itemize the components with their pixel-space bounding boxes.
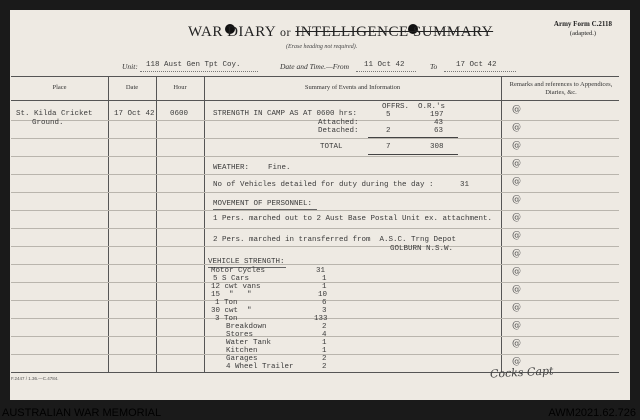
vehicles-detailed-value: 31 xyxy=(460,181,470,189)
check-mark: @ xyxy=(512,231,521,241)
army-form-label: Army Form C.2118 xyxy=(553,20,613,28)
movement-entry-2-place: GOLBURN N.S.W. xyxy=(390,245,454,253)
attached-ors: 43 xyxy=(434,119,444,127)
strength-ors: 197 xyxy=(430,111,444,119)
vehicle-name: Motor Cycles xyxy=(211,267,266,275)
vehicle-name: 5 S Cars xyxy=(213,275,250,283)
check-mark: @ xyxy=(512,105,521,115)
title-main: WAR DIARY xyxy=(188,24,276,40)
unit-value: 118 Aust Gen Tpt Coy. xyxy=(146,61,241,69)
vehicle-name: Stores xyxy=(226,331,254,339)
check-mark: @ xyxy=(512,321,521,331)
detached-label: Detached: xyxy=(318,127,359,135)
vehicle-count: 1 xyxy=(322,347,327,355)
row-rule xyxy=(11,354,619,355)
adapted-label: (adapted.) xyxy=(569,30,597,37)
col-header-summary: Summary of Events and Information xyxy=(304,84,401,91)
vehicle-name: 1 Ton xyxy=(215,299,238,307)
vehicle-strength-heading: VEHICLE STRENGTH: xyxy=(208,258,285,266)
vehicle-name: Kitchen xyxy=(226,347,258,355)
check-mark: @ xyxy=(512,303,521,313)
row-rule xyxy=(11,246,619,247)
strength-heading: STRENGTH IN CAMP AS AT 0600 hrs: xyxy=(213,110,358,118)
to-label: To xyxy=(430,62,438,71)
erase-note: (Erase heading not required). xyxy=(286,44,358,50)
vehicle-name: 4 Wheel Trailer xyxy=(226,363,294,371)
to-value: 17 Oct 42 xyxy=(456,61,497,69)
row-rule xyxy=(11,120,619,121)
entry-date: 17 Oct 42 xyxy=(114,110,155,118)
signature: Cocks Capt xyxy=(489,364,554,381)
vehicles-detailed-text: No of Vehicles detailed for duty during the day : xyxy=(213,181,434,189)
movement-heading: MOVEMENT OF PERSONNEL: xyxy=(213,200,313,208)
datetime-label: Date and Time.—From xyxy=(280,62,350,71)
col-header-hour: Hour xyxy=(173,84,187,91)
to-dotted-line xyxy=(444,71,516,72)
header-rule xyxy=(11,100,619,101)
row-rule xyxy=(11,210,619,211)
movement-underline xyxy=(213,209,317,210)
from-dotted-line xyxy=(356,71,416,72)
total-label: TOTAL xyxy=(320,143,343,151)
form-print-code: F.2447 / 1.36.—C.4784. xyxy=(11,376,59,381)
form-title xyxy=(188,24,493,41)
unit-dotted-line xyxy=(140,71,258,72)
check-mark: @ xyxy=(512,357,521,367)
vehicle-name: Breakdown xyxy=(226,323,267,331)
vehicle-count: 1 xyxy=(322,283,327,291)
vehicle-count: 4 xyxy=(322,331,327,339)
row-rule xyxy=(11,336,619,337)
row-rule xyxy=(11,156,619,157)
check-mark: @ xyxy=(512,159,521,169)
detached-offrs: 2 xyxy=(386,127,391,135)
vehicle-count: 2 xyxy=(322,363,327,371)
vehicle-count: 31 xyxy=(316,267,326,275)
from-value: 11 Oct 42 xyxy=(364,61,405,69)
place-line-2: Ground. xyxy=(32,119,64,127)
offrs-heading: OFFRS. xyxy=(382,103,410,111)
vehicle-name: 12 cwt vans xyxy=(211,283,261,291)
place-line-1: St. Kilda Cricket xyxy=(16,110,93,118)
weather-label: WEATHER: xyxy=(213,164,250,172)
vehicle-count: 1 xyxy=(322,339,327,347)
weather-value: Fine. xyxy=(268,164,291,172)
vehicle-count: 6 xyxy=(322,299,327,307)
row-rule xyxy=(11,300,619,301)
check-mark: @ xyxy=(512,213,521,223)
movement-entry-2: 2 Pers. marched in transferred from A.S.C. Trng Depot xyxy=(213,236,457,244)
attached-label: Attached: xyxy=(318,119,359,127)
row-rule xyxy=(11,228,619,229)
caption-institution: AUSTRALIAN WAR MEMORIAL xyxy=(2,407,162,419)
title-or: or xyxy=(279,25,291,39)
table-top-rule xyxy=(11,76,619,77)
unit-label: Unit: xyxy=(122,62,138,71)
strength-offrs: 5 xyxy=(386,111,391,119)
col-header-remarks: Remarks and references to Appendices, Diaries, &c. xyxy=(509,81,613,96)
row-rule xyxy=(11,174,619,175)
row-rule xyxy=(11,264,619,265)
vehicle-name: 30 cwt " xyxy=(211,307,252,315)
title-struck: INTELLIGENCE SUMMARY xyxy=(295,24,494,40)
vehicle-count: 2 xyxy=(322,323,327,331)
total-rule xyxy=(368,137,458,138)
vehicle-count: 133 xyxy=(314,315,328,323)
total-underline xyxy=(368,154,458,155)
vehicle-count: 1 xyxy=(322,275,327,283)
entry-hour: 0600 xyxy=(170,110,189,118)
army-form-number xyxy=(548,20,618,38)
ors-heading: O.R.'s xyxy=(418,103,446,111)
total-ors: 308 xyxy=(430,143,444,151)
vehicle-count: 10 xyxy=(318,291,328,299)
check-mark: @ xyxy=(512,339,521,349)
vehicle-name: 3 Ton xyxy=(215,315,238,323)
total-offrs: 7 xyxy=(386,143,391,151)
row-rule xyxy=(11,138,619,139)
check-mark: @ xyxy=(512,195,521,205)
vehicle-count: 3 xyxy=(322,307,327,315)
caption-accession-number: AWM2021.62.726 xyxy=(548,407,636,419)
check-mark: @ xyxy=(512,285,521,295)
col-header-date: Date xyxy=(125,84,139,91)
vehicle-name: Water Tank xyxy=(226,339,272,347)
col-header-place: Place xyxy=(52,84,67,91)
check-mark: @ xyxy=(512,141,521,151)
detached-ors: 63 xyxy=(434,127,444,135)
movement-entry-1: 1 Pers. marched out to 2 Aust Base Postal Unit ex. attachment. xyxy=(213,215,493,223)
check-mark: @ xyxy=(512,177,521,187)
row-rule xyxy=(11,192,619,193)
vehicle-name: Garages xyxy=(226,355,258,363)
vehicle-count: 2 xyxy=(322,355,327,363)
vehicle-name: 15 " " xyxy=(211,291,252,299)
check-mark: @ xyxy=(512,123,521,133)
check-mark: @ xyxy=(512,267,521,277)
check-mark: @ xyxy=(512,249,521,259)
row-rule xyxy=(11,282,619,283)
